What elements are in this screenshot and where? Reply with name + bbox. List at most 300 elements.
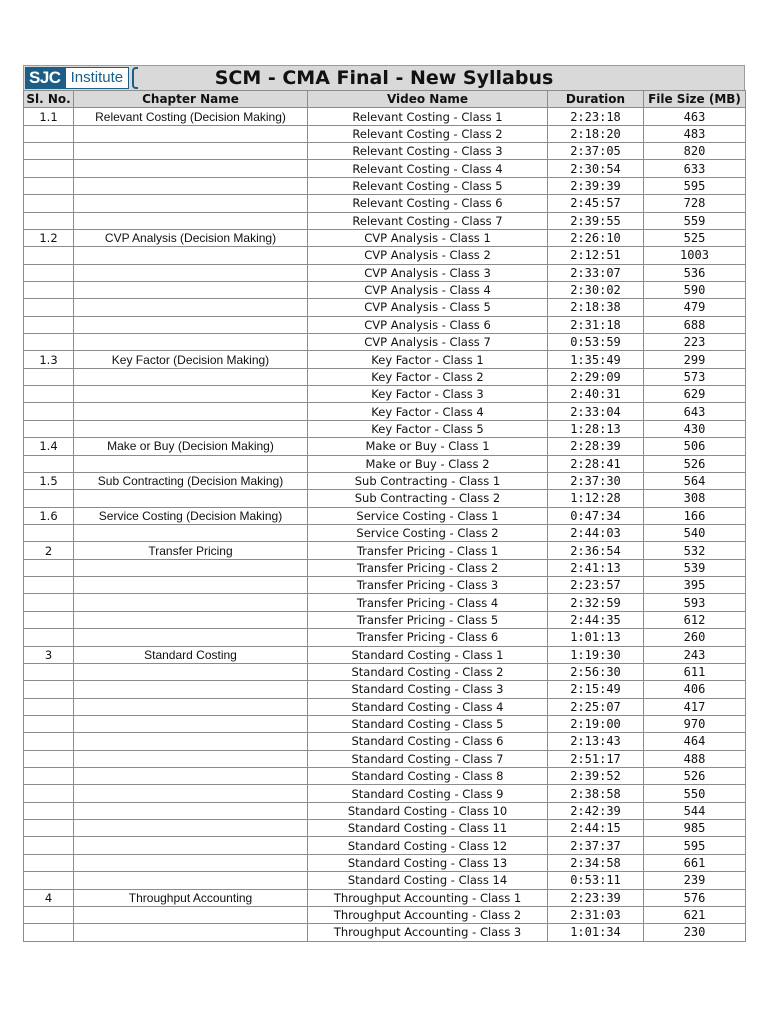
sl-no-cell: 2 <box>24 542 74 559</box>
sl-no-cell <box>24 872 74 889</box>
sl-no-cell: 1.6 <box>24 507 74 524</box>
file-size-cell: 260 <box>644 629 746 646</box>
file-size-cell: 166 <box>644 507 746 524</box>
duration-cell: 2:23:57 <box>548 577 644 594</box>
chapter-name-cell <box>74 490 308 507</box>
table-row <box>24 160 746 177</box>
video-name-cell: Standard Costing - Class 4 <box>308 698 548 715</box>
chapter-name-cell <box>74 420 308 437</box>
video-name-cell: Standard Costing - Class 8 <box>308 768 548 785</box>
sl-no-cell <box>24 820 74 837</box>
sl-no-cell <box>24 125 74 142</box>
duration-cell: 2:39:52 <box>548 768 644 785</box>
video-name-cell: Service Costing - Class 1 <box>308 507 548 524</box>
chapter-name-cell <box>74 386 308 403</box>
table-row <box>24 386 746 403</box>
chapter-name-cell <box>74 802 308 819</box>
video-name-cell: Standard Costing - Class 1 <box>308 646 548 663</box>
duration-cell: 2:19:00 <box>548 715 644 732</box>
video-name-cell: Standard Costing - Class 3 <box>308 681 548 698</box>
sl-no-cell <box>24 559 74 576</box>
sl-no-cell <box>24 195 74 212</box>
sjc-institute-logo <box>25 67 138 89</box>
table-row <box>24 837 746 854</box>
duration-cell: 2:28:39 <box>548 438 644 455</box>
duration-cell: 2:39:55 <box>548 212 644 229</box>
chapter-name-cell: Relevant Costing (Decision Making) <box>74 108 308 125</box>
table-row <box>24 472 746 489</box>
chapter-name-cell: Throughput Accounting <box>74 889 308 906</box>
file-size-cell: 525 <box>644 229 746 246</box>
duration-cell: 2:26:10 <box>548 229 644 246</box>
chapter-name-cell: CVP Analysis (Decision Making) <box>74 229 308 246</box>
file-size-cell: 395 <box>644 577 746 594</box>
table-row <box>24 733 746 750</box>
chapter-name-cell <box>74 854 308 871</box>
table-row <box>24 316 746 333</box>
duration-cell: 2:37:37 <box>548 837 644 854</box>
sl-no-cell: 1.2 <box>24 229 74 246</box>
video-name-cell: Throughput Accounting - Class 1 <box>308 889 548 906</box>
duration-cell: 1:19:30 <box>548 646 644 663</box>
chapter-name-cell <box>74 594 308 611</box>
sl-no-cell <box>24 715 74 732</box>
chapter-name-cell <box>74 733 308 750</box>
video-name-cell: Relevant Costing - Class 7 <box>308 212 548 229</box>
file-size-cell: 728 <box>644 195 746 212</box>
table-row <box>24 455 746 472</box>
table-row <box>24 229 746 246</box>
video-name-cell: Key Factor - Class 5 <box>308 420 548 437</box>
table-row <box>24 143 746 160</box>
video-name-cell: Standard Costing - Class 9 <box>308 785 548 802</box>
duration-cell: 2:18:38 <box>548 299 644 316</box>
sl-no-cell <box>24 906 74 923</box>
duration-cell: 1:01:13 <box>548 629 644 646</box>
sl-no-cell <box>24 386 74 403</box>
file-size-cell: 633 <box>644 160 746 177</box>
table-row <box>24 750 746 767</box>
table-row <box>24 195 746 212</box>
video-name-cell: Standard Costing - Class 5 <box>308 715 548 732</box>
sl-no-cell <box>24 143 74 160</box>
chapter-name-cell <box>74 577 308 594</box>
video-name-cell: Key Factor - Class 2 <box>308 368 548 385</box>
table-row <box>24 351 746 368</box>
chapter-name-cell: Sub Contracting (Decision Making) <box>74 472 308 489</box>
chapter-name-cell <box>74 247 308 264</box>
sl-no-cell <box>24 629 74 646</box>
duration-cell: 1:01:34 <box>548 924 644 941</box>
sl-no-cell: 4 <box>24 889 74 906</box>
video-name-cell: Service Costing - Class 2 <box>308 524 548 541</box>
duration-cell: 2:51:17 <box>548 750 644 767</box>
title-bar <box>23 65 745 90</box>
table-row <box>24 177 746 194</box>
duration-cell: 2:37:30 <box>548 472 644 489</box>
duration-cell: 2:12:51 <box>548 247 644 264</box>
table-row <box>24 768 746 785</box>
sl-no-cell <box>24 750 74 767</box>
duration-cell: 2:41:13 <box>548 559 644 576</box>
header-duration: Duration <box>548 91 644 108</box>
duration-cell: 2:34:58 <box>548 854 644 871</box>
video-name-cell: Transfer Pricing - Class 2 <box>308 559 548 576</box>
sl-no-cell <box>24 594 74 611</box>
file-size-cell: 540 <box>644 524 746 541</box>
file-size-cell: 564 <box>644 472 746 489</box>
file-size-cell: 590 <box>644 281 746 298</box>
table-row <box>24 872 746 889</box>
file-size-cell: 593 <box>644 594 746 611</box>
duration-cell: 2:44:03 <box>548 524 644 541</box>
file-size-cell: 464 <box>644 733 746 750</box>
syllabus-table <box>23 90 746 942</box>
duration-cell: 2:56:30 <box>548 663 644 680</box>
table-row <box>24 611 746 628</box>
sl-no-cell <box>24 924 74 941</box>
chapter-name-cell <box>74 785 308 802</box>
chapter-name-cell <box>74 663 308 680</box>
sl-no-cell <box>24 785 74 802</box>
video-name-cell: Sub Contracting - Class 1 <box>308 472 548 489</box>
chapter-name-cell <box>74 611 308 628</box>
video-name-cell: CVP Analysis - Class 4 <box>308 281 548 298</box>
chapter-name-cell: Service Costing (Decision Making) <box>74 507 308 524</box>
sl-no-cell <box>24 768 74 785</box>
duration-cell: 2:31:03 <box>548 906 644 923</box>
table-row <box>24 403 746 420</box>
duration-cell: 0:47:34 <box>548 507 644 524</box>
table-row <box>24 646 746 663</box>
file-size-cell: 488 <box>644 750 746 767</box>
chapter-name-cell <box>74 924 308 941</box>
table-row <box>24 559 746 576</box>
sl-no-cell: 1.1 <box>24 108 74 125</box>
file-size-cell: 621 <box>644 906 746 923</box>
video-name-cell: Key Factor - Class 1 <box>308 351 548 368</box>
video-name-cell: CVP Analysis - Class 2 <box>308 247 548 264</box>
sl-no-cell <box>24 663 74 680</box>
chapter-name-cell <box>74 524 308 541</box>
file-size-cell: 595 <box>644 177 746 194</box>
duration-cell: 1:28:13 <box>548 420 644 437</box>
file-size-cell: 536 <box>644 264 746 281</box>
sl-no-cell <box>24 802 74 819</box>
duration-cell: 1:12:28 <box>548 490 644 507</box>
logo-brand: SJC <box>25 67 65 89</box>
chapter-name-cell: Make or Buy (Decision Making) <box>74 438 308 455</box>
duration-cell: 2:31:18 <box>548 316 644 333</box>
file-size-cell: 532 <box>644 542 746 559</box>
header-file-size: File Size (MB) <box>644 91 746 108</box>
sl-no-cell <box>24 316 74 333</box>
duration-cell: 2:44:15 <box>548 820 644 837</box>
sl-no-cell <box>24 455 74 472</box>
file-size-cell: 243 <box>644 646 746 663</box>
file-size-cell: 406 <box>644 681 746 698</box>
video-name-cell: Relevant Costing - Class 4 <box>308 160 548 177</box>
file-size-cell: 417 <box>644 698 746 715</box>
video-name-cell: CVP Analysis - Class 6 <box>308 316 548 333</box>
video-name-cell: Transfer Pricing - Class 4 <box>308 594 548 611</box>
chapter-name-cell <box>74 906 308 923</box>
table-row <box>24 889 746 906</box>
file-size-cell: 985 <box>644 820 746 837</box>
duration-cell: 2:40:31 <box>548 386 644 403</box>
video-name-cell: CVP Analysis - Class 5 <box>308 299 548 316</box>
file-size-cell: 612 <box>644 611 746 628</box>
chapter-name-cell <box>74 820 308 837</box>
chapter-name-cell <box>74 281 308 298</box>
chapter-name-cell <box>74 403 308 420</box>
table-row <box>24 663 746 680</box>
chapter-name-cell <box>74 750 308 767</box>
duration-cell: 2:25:07 <box>548 698 644 715</box>
video-name-cell: Throughput Accounting - Class 3 <box>308 924 548 941</box>
video-name-cell: Standard Costing - Class 11 <box>308 820 548 837</box>
sl-no-cell <box>24 854 74 871</box>
video-name-cell: Throughput Accounting - Class 2 <box>308 906 548 923</box>
file-size-cell: 661 <box>644 854 746 871</box>
table-row <box>24 802 746 819</box>
chapter-name-cell <box>74 316 308 333</box>
video-name-cell: Standard Costing - Class 2 <box>308 663 548 680</box>
duration-cell: 2:33:07 <box>548 264 644 281</box>
duration-cell: 2:44:35 <box>548 611 644 628</box>
duration-cell: 2:32:59 <box>548 594 644 611</box>
duration-cell: 2:39:39 <box>548 177 644 194</box>
video-name-cell: Relevant Costing - Class 2 <box>308 125 548 142</box>
duration-cell: 2:33:04 <box>548 403 644 420</box>
chapter-name-cell: Key Factor (Decision Making) <box>74 351 308 368</box>
chapter-name-cell <box>74 837 308 854</box>
video-name-cell: Transfer Pricing - Class 3 <box>308 577 548 594</box>
file-size-cell: 299 <box>644 351 746 368</box>
duration-cell: 2:18:20 <box>548 125 644 142</box>
sl-no-cell <box>24 490 74 507</box>
sl-no-cell <box>24 264 74 281</box>
file-size-cell: 629 <box>644 386 746 403</box>
table-row <box>24 629 746 646</box>
duration-cell: 2:30:02 <box>548 281 644 298</box>
sl-no-cell <box>24 403 74 420</box>
table-row <box>24 681 746 698</box>
duration-cell: 1:35:49 <box>548 351 644 368</box>
table-row <box>24 247 746 264</box>
video-name-cell: Standard Costing - Class 10 <box>308 802 548 819</box>
sl-no-cell <box>24 299 74 316</box>
sl-no-cell <box>24 681 74 698</box>
sl-no-cell <box>24 281 74 298</box>
video-name-cell: Key Factor - Class 3 <box>308 386 548 403</box>
file-size-cell: 308 <box>644 490 746 507</box>
header-row <box>24 91 746 108</box>
table-row <box>24 820 746 837</box>
file-size-cell: 544 <box>644 802 746 819</box>
duration-cell: 2:29:09 <box>548 368 644 385</box>
sl-no-cell <box>24 733 74 750</box>
file-size-cell: 550 <box>644 785 746 802</box>
chapter-name-cell <box>74 195 308 212</box>
logo-suffix: Institute <box>65 67 130 89</box>
sl-no-cell <box>24 577 74 594</box>
sl-no-cell <box>24 247 74 264</box>
chapter-name-cell <box>74 681 308 698</box>
sl-no-cell: 1.5 <box>24 472 74 489</box>
duration-cell: 0:53:11 <box>548 872 644 889</box>
video-name-cell: Transfer Pricing - Class 6 <box>308 629 548 646</box>
table-row <box>24 698 746 715</box>
duration-cell: 2:45:57 <box>548 195 644 212</box>
file-size-cell: 483 <box>644 125 746 142</box>
table-row <box>24 125 746 142</box>
table-row <box>24 594 746 611</box>
table-row <box>24 507 746 524</box>
video-name-cell: CVP Analysis - Class 1 <box>308 229 548 246</box>
file-size-cell: 970 <box>644 715 746 732</box>
sl-no-cell <box>24 334 74 351</box>
file-size-cell: 1003 <box>644 247 746 264</box>
video-name-cell: Sub Contracting - Class 2 <box>308 490 548 507</box>
duration-cell: 2:23:39 <box>548 889 644 906</box>
video-name-cell: Standard Costing - Class 6 <box>308 733 548 750</box>
table-row <box>24 854 746 871</box>
chapter-name-cell <box>74 143 308 160</box>
chapter-name-cell: Transfer Pricing <box>74 542 308 559</box>
table-row <box>24 924 746 941</box>
header-chapter-name: Chapter Name <box>74 91 308 108</box>
table-row <box>24 542 746 559</box>
table-row <box>24 368 746 385</box>
video-name-cell: Relevant Costing - Class 5 <box>308 177 548 194</box>
table-row <box>24 785 746 802</box>
duration-cell: 2:23:18 <box>548 108 644 125</box>
table-row <box>24 299 746 316</box>
video-name-cell: CVP Analysis - Class 7 <box>308 334 548 351</box>
logo-bracket-icon <box>132 67 138 89</box>
sl-no-cell <box>24 698 74 715</box>
video-name-cell: CVP Analysis - Class 3 <box>308 264 548 281</box>
video-name-cell: Relevant Costing - Class 3 <box>308 143 548 160</box>
chapter-name-cell <box>74 334 308 351</box>
table-row <box>24 264 746 281</box>
header-video-name: Video Name <box>308 91 548 108</box>
video-name-cell: Standard Costing - Class 14 <box>308 872 548 889</box>
video-name-cell: Relevant Costing - Class 6 <box>308 195 548 212</box>
file-size-cell: 223 <box>644 334 746 351</box>
file-size-cell: 506 <box>644 438 746 455</box>
chapter-name-cell <box>74 299 308 316</box>
chapter-name-cell <box>74 160 308 177</box>
file-size-cell: 463 <box>644 108 746 125</box>
sl-no-cell <box>24 611 74 628</box>
header-sl-no: Sl. No. <box>24 91 74 108</box>
duration-cell: 2:13:43 <box>548 733 644 750</box>
file-size-cell: 643 <box>644 403 746 420</box>
sl-no-cell <box>24 160 74 177</box>
file-size-cell: 576 <box>644 889 746 906</box>
table-row <box>24 438 746 455</box>
chapter-name-cell <box>74 212 308 229</box>
sl-no-cell: 1.4 <box>24 438 74 455</box>
file-size-cell: 688 <box>644 316 746 333</box>
video-name-cell: Key Factor - Class 4 <box>308 403 548 420</box>
file-size-cell: 595 <box>644 837 746 854</box>
video-name-cell: Standard Costing - Class 13 <box>308 854 548 871</box>
table-row <box>24 281 746 298</box>
table-row <box>24 108 746 125</box>
table-row <box>24 577 746 594</box>
chapter-name-cell <box>74 768 308 785</box>
chapter-name-cell <box>74 125 308 142</box>
file-size-cell: 820 <box>644 143 746 160</box>
file-size-cell: 559 <box>644 212 746 229</box>
file-size-cell: 526 <box>644 455 746 472</box>
table-row <box>24 212 746 229</box>
file-size-cell: 526 <box>644 768 746 785</box>
sl-no-cell <box>24 837 74 854</box>
duration-cell: 2:28:41 <box>548 455 644 472</box>
video-name-cell: Make or Buy - Class 2 <box>308 455 548 472</box>
video-name-cell: Standard Costing - Class 12 <box>308 837 548 854</box>
chapter-name-cell <box>74 177 308 194</box>
chapter-name-cell <box>74 715 308 732</box>
page-title: SCM - CMA Final - New Syllabus <box>214 67 554 89</box>
chapter-name-cell <box>74 698 308 715</box>
duration-cell: 2:38:58 <box>548 785 644 802</box>
video-name-cell: Transfer Pricing - Class 5 <box>308 611 548 628</box>
chapter-name-cell <box>74 368 308 385</box>
sl-no-cell <box>24 212 74 229</box>
table-row <box>24 715 746 732</box>
file-size-cell: 430 <box>644 420 746 437</box>
table-row <box>24 490 746 507</box>
table-row <box>24 334 746 351</box>
table-row <box>24 524 746 541</box>
file-size-cell: 479 <box>644 299 746 316</box>
video-name-cell: Standard Costing - Class 7 <box>308 750 548 767</box>
file-size-cell: 611 <box>644 663 746 680</box>
duration-cell: 2:37:05 <box>548 143 644 160</box>
file-size-cell: 573 <box>644 368 746 385</box>
video-name-cell: Make or Buy - Class 1 <box>308 438 548 455</box>
duration-cell: 2:15:49 <box>548 681 644 698</box>
video-name-cell: Relevant Costing - Class 1 <box>308 108 548 125</box>
chapter-name-cell <box>74 559 308 576</box>
duration-cell: 0:53:59 <box>548 334 644 351</box>
duration-cell: 2:36:54 <box>548 542 644 559</box>
sl-no-cell: 1.3 <box>24 351 74 368</box>
duration-cell: 2:42:39 <box>548 802 644 819</box>
video-name-cell: Transfer Pricing - Class 1 <box>308 542 548 559</box>
file-size-cell: 539 <box>644 559 746 576</box>
sl-no-cell <box>24 177 74 194</box>
sl-no-cell <box>24 420 74 437</box>
chapter-name-cell: Standard Costing <box>74 646 308 663</box>
table-row <box>24 420 746 437</box>
table-body <box>24 108 746 941</box>
chapter-name-cell <box>74 455 308 472</box>
table-row <box>24 906 746 923</box>
chapter-name-cell <box>74 629 308 646</box>
sl-no-cell <box>24 368 74 385</box>
sl-no-cell <box>24 524 74 541</box>
file-size-cell: 239 <box>644 872 746 889</box>
file-size-cell: 230 <box>644 924 746 941</box>
sl-no-cell: 3 <box>24 646 74 663</box>
syllabus-sheet <box>23 65 745 942</box>
